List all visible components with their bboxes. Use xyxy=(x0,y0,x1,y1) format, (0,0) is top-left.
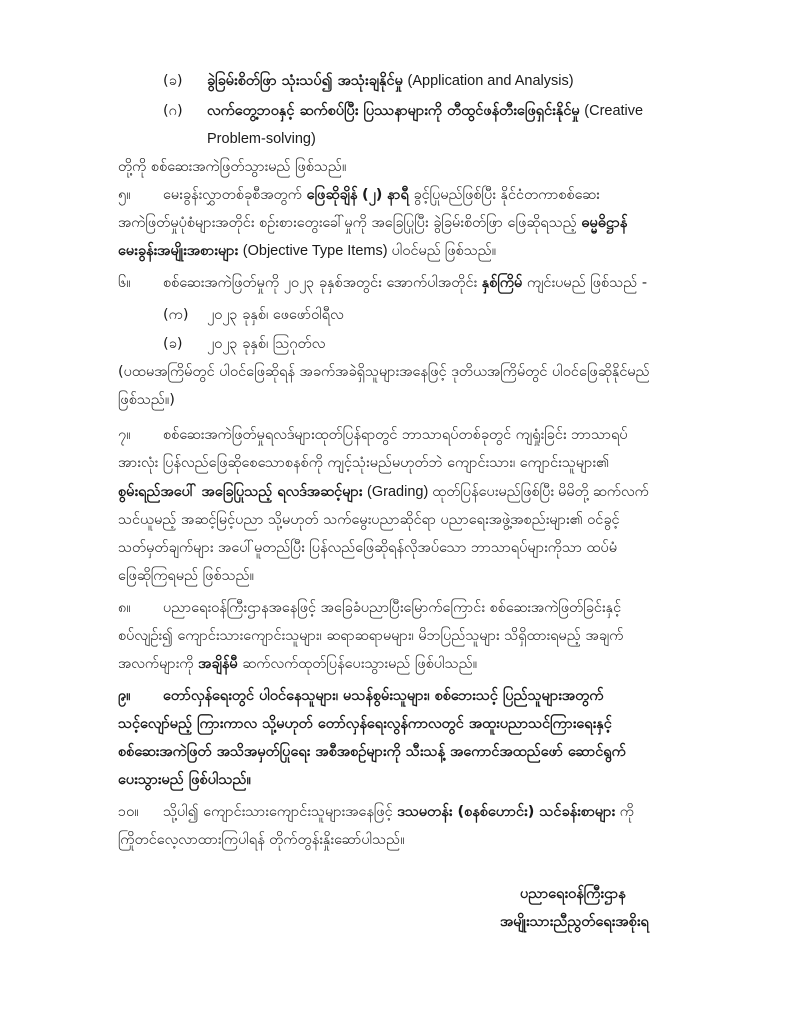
para9-line1: တော်လှန်ရေးတွင် ပါဝင်နေသူများ၊ မသန်စွမ်းသူများ၊ စစ်ဘေးသင့် ပြည်သူများအတွက် xyxy=(163,688,604,704)
para7-line5: သတ်မှတ်ချက်များ အပေါ်မူတည်ပြီး ပြန်လည်ဖြေဆိုရန်လိုအပ်သော ဘာသာရပ်များကိုသာ ထပ်မံ xyxy=(118,540,618,556)
signature-ministry: ပညာရေးဝန်ကြီးဌာန xyxy=(520,886,626,902)
para5-number: ၅။ xyxy=(118,187,131,203)
para6-line1: စစ်ဆေးအကဲဖြတ်မှုကို ၂၀၂၃ ခုနှစ်အတွင်း အောက်ပါအတိုင်း နှစ်ကြိမ် ကျင်းပမည် ဖြစ်သည် - xyxy=(163,275,648,291)
items-closing: တို့ကို စစ်ဆေးအကဲဖြတ်သွားမည် ဖြစ်သည်။ xyxy=(118,159,347,175)
para6-note-line1: (ပထမအကြိမ်တွင် ပါဝင်ဖြေဆိုရန် အခက်အခဲရှိသူများအနေဖြင့် ဒုတိယအကြိမ်တွင် ပါဝင်ဖြေဆိုနိုင်မည် xyxy=(118,364,650,380)
para6-note-line2: ဖြစ်သည်။) xyxy=(118,392,175,408)
item-b-text: ခွဲခြမ်းစိတ်ဖြာ သုံးသပ်၍ အသုံးချနိုင်မှု (Application and Analysis) xyxy=(207,73,574,89)
item-g-text-line2: Problem-solving) xyxy=(207,131,316,147)
para6-number: ၆။ xyxy=(118,275,131,291)
para5-line1: မေးခွန်းလွှာတစ်ခုစီအတွက် ဖြေဆိုချိန် (၂) နာရီ ခွင့်ပြုမည်ဖြစ်ပြီး နိုင်ငံတကာစစ်ဆေး xyxy=(163,187,600,203)
para10-line2: ကြိုတင်လေ့လာထားကြပါရန် တိုက်တွန်းနှိုးဆော်ပါသည်။ xyxy=(118,832,405,848)
para5-line2: အကဲဖြတ်မှုပုံစံများအတိုင်း စဉ်းစားတွေးခေါ်မှုကို အခြေပြုပြီး ခွဲခြမ်းစိတ်ဖြာ ဖြေဆိုရသည့် ဓမ္မဓိဋ္ဌာန် xyxy=(118,215,628,231)
para6-item-b-marker: (ခ) xyxy=(163,336,183,352)
para5-line3: မေးခွန်းအမျိုးအစားများ (Objective Type Items) ပါဝင်မည် ဖြစ်သည်။ xyxy=(118,243,497,259)
para9-line3: စစ်ဆေးအကဲဖြတ် အသိအမှတ်ပြုရေး အစီအစဉ်များကို သီးသန့် အကောင်အထည်ဖော် ဆောင်ရွက် xyxy=(118,744,626,760)
para8-line2: စပ်လျဉ်း၍ ကျောင်းသားကျောင်းသူများ၊ ဆရာဆရာမများ၊ မိဘပြည်သူများ သိရှိထားရမည့် အချက် xyxy=(118,628,624,644)
para8-number: ၈။ xyxy=(118,600,131,616)
item-b-marker: (ခ) xyxy=(163,73,183,89)
para8-line3: အလက်များကို အချိန်မီ ဆက်လက်ထုတ်ပြန်ပေးသွားမည် ဖြစ်ပါသည်။ xyxy=(118,656,478,672)
item-g-marker: (ဂ) xyxy=(163,103,183,119)
para6-item-a-text: ၂၀၂၃ ခုနှစ်၊ ဖေဖော်ဝါရီလ xyxy=(207,307,344,323)
para9-line2: သင့်လျော်မည့် ကြားကာလ သို့မဟုတ် တော်လှန်ရေးလွန်ကာလတွင် အထူးပညာသင်ကြားရေးနှင့် xyxy=(118,716,612,732)
para10-line1: သို့ပါ၍ ကျောင်းသားကျောင်းသူများအနေဖြင့် ဒသမတန်း (စနစ်ဟောင်း) သင်ခန်းစာများ ကို xyxy=(163,804,634,820)
para9-number: ၉။ xyxy=(118,688,131,704)
signature-government: အမျိုးသားညီညွတ်ရေးအစိုးရ xyxy=(500,914,649,930)
item-g-text: လက်တွေ့ဘဝနှင့် ဆက်စပ်ပြီး ပြဿနာများကို တီထွင်ဖန်တီးဖြေရှင်းနိုင်မှု (Creative xyxy=(207,103,644,119)
para7-line4: သင်ယူမည့် အဆင့်မြင့်ပညာ သို့မဟုတ် သက်မွေးပညာဆိုင်ရာ ပညာရေးအဖွဲ့အစည်းများ၏ ဝင်ခွင့် xyxy=(118,512,620,528)
para9-line4: ပေးသွားမည် ဖြစ်ပါသည်။ xyxy=(118,772,251,788)
para6-item-a-marker: (က) xyxy=(163,307,189,323)
para7-line1: စစ်ဆေးအကဲဖြတ်မှုရလဒ်များထုတ်ပြန်ရာတွင် ဘာသာရပ်တစ်ခုတွင် ကျရှုံးခြင်း ဘာသာရပ် xyxy=(163,427,628,443)
para8-line1: ပညာရေးဝန်ကြီးဌာနအနေဖြင့် အခြေခံပညာပြီးမြောက်ကြောင်း စစ်ဆေးအကဲဖြတ်ခြင်းနှင့် xyxy=(163,600,622,616)
para6-item-b-text: ၂၀၂၃ ခုနှစ်၊ ဩဂုတ်လ xyxy=(207,336,326,352)
para7-line6: ဖြေဆိုကြရမည် ဖြစ်သည်။ xyxy=(118,568,255,584)
para7-line2: အားလုံး ပြန်လည်ဖြေဆိုစေသောစနစ်ကို ကျင့်သုံးမည်မဟုတ်ဘဲ ကျောင်းသား၊ ကျောင်းသူများ၏ xyxy=(118,455,609,471)
para7-number: ၇။ xyxy=(118,427,131,443)
para10-number: ၁၀။ xyxy=(118,804,139,820)
para7-line3: စွမ်းရည်အပေါ် အခြေပြုသည့် ရလဒ်အဆင့်များ (Grading) ထုတ်ပြန်ပေးမည်ဖြစ်ပြီး မိမိတို့ ဆက်လက် xyxy=(118,484,649,500)
